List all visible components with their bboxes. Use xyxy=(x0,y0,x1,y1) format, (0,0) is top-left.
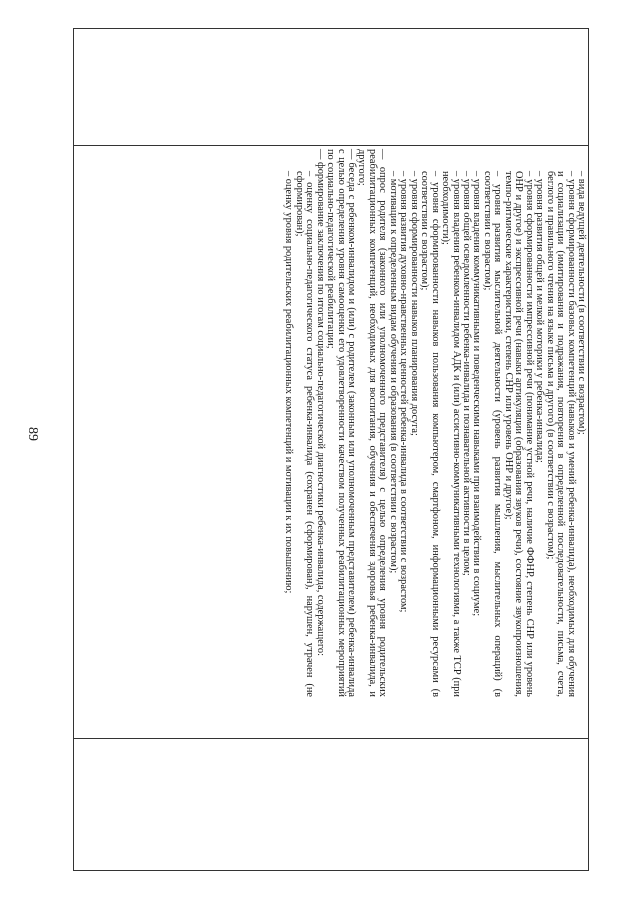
list-item: – мотивации к определенным видам обучения и образования (в соответствии с возрастом); xyxy=(387,171,399,574)
list-item: – оценку социально-педагогического статуса ребенка-инвалида (сохранен (сформирован), нарушен, утрачен (не сформирован); xyxy=(293,171,316,697)
list-item: – уровня сформированности импрессивной речи (понимание устной речи, наличие ФФНР, степень СНР или уровень ОНР и другое) и экспрессивной речи (навыки артикуляции (образования звуков речи), состояние звукопроизношения, темпо-ритмические характеристики, степень СНР или уровень ОНР и другое); xyxy=(502,171,535,697)
list-item: – уровня развития духовно-нравственных ценностей ребенка-инвалида в соответствии с возрастом; xyxy=(398,171,410,613)
list-item: – оценку уровня родительских реабилитационных компетенций и мотивации к их повышению; xyxy=(283,171,295,594)
list-item: – уровня общей осведомленности ребенка-инвалида и познавательной активности в целом; xyxy=(461,171,473,576)
list-item: – уровня владения коммуникативными и поведенческими навыками при взаимодействии в социуме; xyxy=(471,171,483,617)
list-item: — беседа с ребенком-инвалидом и (или) с родителем (законным или уполномоченным представителем) ребенка-инвалида с целью определения уровня самооценки его удовлетворенности качеством полученных реабилитационных мероприятий по социально-педагогической реабилитации; xyxy=(325,149,358,697)
list-item: – уровня развития общей и мелкой моторики у ребенка-инвалида; xyxy=(534,171,546,463)
list-item: – уровня владения ребенком-инвалидом АДК и (или) ассистивно-коммуникативными технологиями, а также ТСР (при необходимости); xyxy=(440,171,462,697)
table-divider-bottom xyxy=(74,738,588,739)
list-item: – уровня развития мыслительной деятельности (уровень развития мышления, мыслительных операций) (в соответствии с возрастом); xyxy=(481,171,504,697)
page-number: 89 xyxy=(25,427,40,441)
list-item: – уровня сформированности навыков пользования компьютером, смартфоном, информационными ресурсами (в соответствии с возрастом); xyxy=(419,171,441,697)
list-item: – вида ведущей деятельности (в соответствии с возрастом); xyxy=(576,171,587,435)
list-item: – уровня сформированности базовых компетенций (навыков и умений ребенка-инвалида), необходимых для обучения и социализации (имитирования и подражания, повторения в определенной последовательности, письма, счета, беглого и правильного чтения на языке письма и другого) (в соответствии с возрастом); xyxy=(544,171,577,697)
list-item: — формирование заключения по итогам социально-педагогической диагностики ребенка-инвалида, содержащего: xyxy=(314,149,326,656)
list-item: – уровня сформированности навыков планирования досуга; xyxy=(408,171,420,436)
table-cell-text xyxy=(74,145,588,705)
list-item: — опрос родителя (законного или уполномоченного представителя) с целью определения уровня родительских реабилитационных компетенций, необходимых для воспитания, обучения и обеспечения здоровья ребенка-инвалида, и другого; xyxy=(356,149,389,697)
